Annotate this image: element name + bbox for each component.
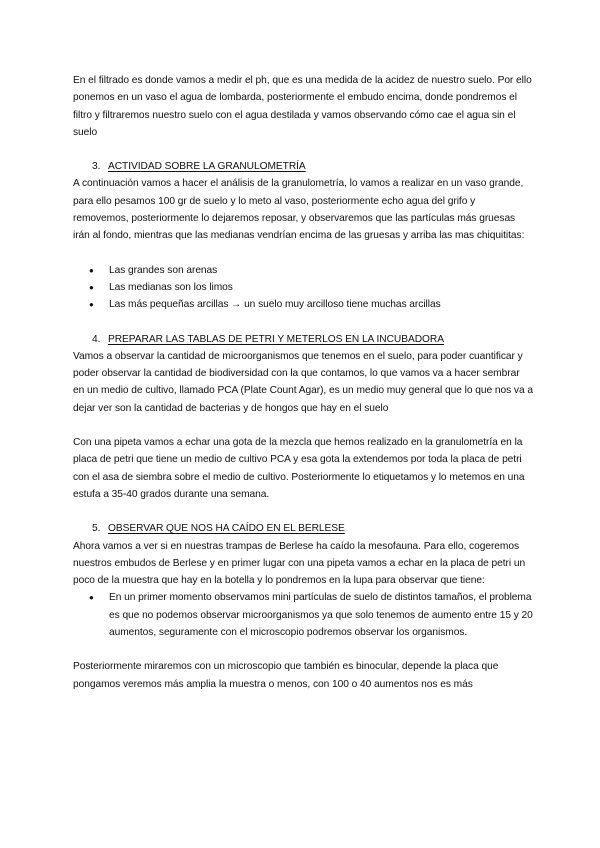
section-number: 5.	[92, 523, 101, 535]
list-item	[73, 262, 533, 279]
document-page	[73, 72, 533, 693]
section-number: 4.	[92, 333, 101, 345]
pipeta-paragraph: Con una pipeta vamos a echar una gota de la mezcla que hemos realizado en la granulometría en la placa de petri que tiene un medio de cultivo PCA y esa gota la extendemos por toda la placa de petri con el asa de siembra sobre el medio de cultivo. Posteriormente lo etiquetamos y lo metemos en una estufa a 35-40 grados durante una semana.	[73, 437, 525, 500]
section-title: OBSERVAR QUE NOS HA CAÍDO EN EL BERLESE	[108, 523, 345, 535]
list-item-text: En un primer momento observamos mini partículas de suelo de distintos tamaños, el problema es que no podemos observar microorganismos ya que solo tenemos de aumento entre 15 y 20 aumentos, seguramente con el microscopio podremos observar los organismos.	[109, 592, 533, 639]
granulometria-bullet-list	[73, 262, 533, 314]
spacer	[73, 503, 533, 520]
spacer	[73, 141, 533, 158]
section-heading-berlese	[73, 520, 533, 537]
bullet-icon: ●	[89, 265, 94, 275]
spacer	[73, 245, 533, 262]
section-title: PREPARAR LAS TABLAS DE PETRI Y METERLOS EN LA INCUBADORA	[108, 333, 444, 345]
bullet-icon: ●	[89, 593, 94, 603]
list-item	[73, 589, 533, 641]
spacer	[73, 641, 533, 658]
petri-paragraph: Vamos a observar la cantidad de microorganismos que tenemos en el suelo, para poder cuantificar y poder observar la cantidad de biodiversidad con la que contamos, lo que vamos va a hacer sembrar en un medio de cultivo, llamado PCA (Plate Count Agar), es un medio muy general que lo que nos va a dejar ver son la cantidad de bacterias y de hongos que hay en el suelo	[73, 350, 533, 414]
section-heading-petri	[73, 331, 533, 348]
list-item	[73, 296, 533, 313]
granulometria-paragraph: A continuación vamos a hacer el análisis de la granulometría, lo vamos a realizar en un vaso grande, para ello pesamos 100 gr de suelo y lo meto al vaso, posteriormente echo agua del grifo y removemos, posteriormente lo dejaremos reposar, y observaremos que las partículas más gruesas irán al fondo, mientras que las medianas vendrían encima de las gruesas y arriba las mas chiquititas:	[73, 178, 525, 242]
list-item-text: Las medianas son los limos	[109, 281, 233, 293]
section-number: 3.	[92, 161, 101, 173]
spacer	[73, 314, 533, 331]
section-heading-granulometria	[73, 158, 533, 175]
list-item	[73, 279, 533, 296]
microscopio-paragraph: Posteriormente miraremos con un microscopio que también es binocular, depende la placa que pongamos veremos más amplia la muestra o menos, con 100 o 40 aumentos nos es más	[73, 661, 499, 690]
bullet-icon: ●	[89, 300, 94, 310]
filtrado-paragraph: En el filtrado es donde vamos a medir el ph, que es una medida de la acidez de nuestro suelo. Por ello ponemos en un vaso el agua de lombarda, posteriormente el embudo encima, donde pondremos el filtro y filtraremos nuestro suelo con el agua destilada y vamos observando cómo cae el agua sin el suelo	[73, 75, 532, 138]
section-title: ACTIVIDAD SOBRE LA GRANULOMETRÍA	[108, 161, 306, 173]
bullet-icon: ●	[89, 282, 94, 292]
list-item-text: Las grandes son arenas	[109, 264, 218, 276]
list-item-text: Las más pequeñas arcillas → un suelo muy arcilloso tiene muchas arcillas	[109, 299, 441, 311]
spacer	[73, 417, 533, 434]
berlese-paragraph: Ahora vamos a ver si en nuestras trampas de Berlese ha caído la mesofauna. Para ello, cogeremos nuestros embudos de Berlese y en primer lugar con una pipeta vamos a echar en la placa de petri un poco de la muestra que hay en la botella y lo pondremos en la lupa para observar que tiene:	[73, 540, 526, 587]
berlese-bullet-list	[73, 589, 533, 641]
